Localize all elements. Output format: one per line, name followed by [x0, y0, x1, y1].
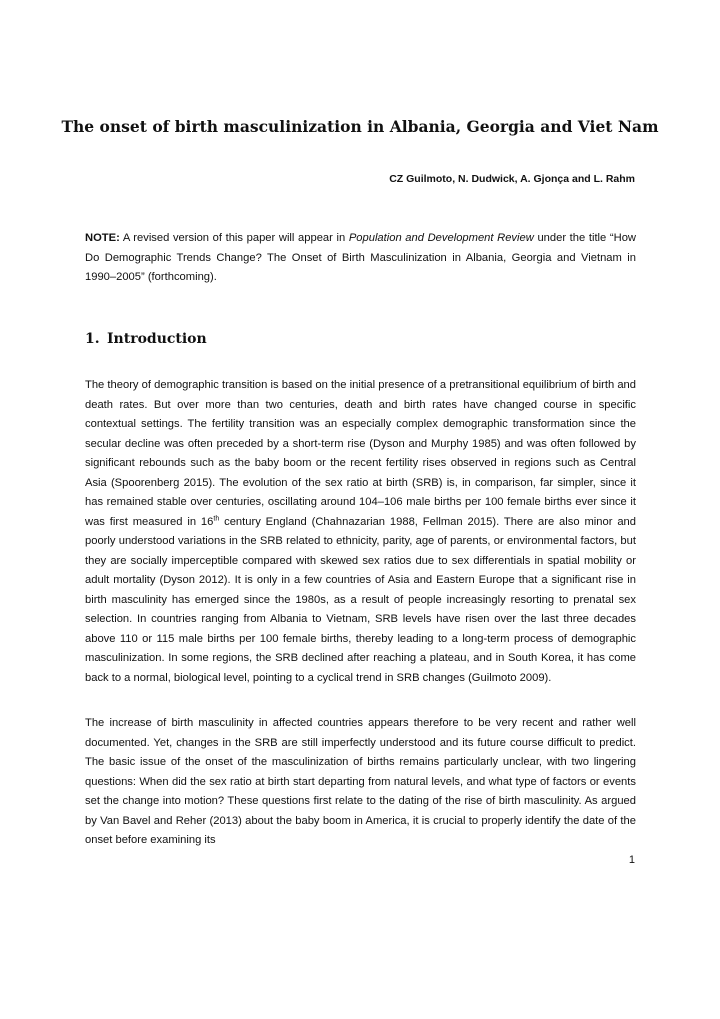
paragraph-1-part-1: The theory of demographic transition is based on the initial presence of a pretransitional equilibrium of birth and death rates. But over more than two centuries, death and birth rates have changed course in specific contextual settings. The fertility transition was an especially complex demographic transformation since the secular decline was often preceded by a short-term rise (Dyson and Murphy 1985) and was often followed by significant rebounds such as the baby boom or the recent fertility rises observed in regions such as Central Asia (Spoorenberg 2015). The evolution of the sex ratio at birth (SRB) is, in comparison, far simpler, since it has remained stable over centuries, oscillating around 104–106 male births per 100 female births ever since it was first measured in 16 [85, 379, 636, 528]
author-list: CZ Guilmoto, N. Dudwick, A. Gjonça and L. Rahm [389, 173, 635, 185]
note-journal: Population and Development Review [348, 232, 534, 244]
section-heading [85, 330, 207, 348]
section-title: Introduction [107, 331, 207, 347]
paragraph-2: The increase of birth masculinity in affected countries appears therefore to be very recent and rather well documented. Yet, changes in the SRB are still imperfectly understood and its future course difficult to predict. The basic issue of the onset of the masculinization of births remains particularly unclear, with two lingering questions: When did the sex ratio at birth start departing from natural levels, and what type of factors or events set the change into motion? These questions first relate to the dating of the rise of birth masculinity. As argued by Van Bavel and Reher (2013) about the baby boom in America, it is crucial to properly identify the date of the onset before examining its [85, 717, 636, 846]
note-label: NOTE: [85, 232, 120, 244]
note-text-after: under the title “How Do Demographic Trends Change? The Onset of Birth Masculinization in Albania, Georgia and Vietnam in 1990–2005” (forthcoming). [85, 232, 636, 283]
section-number: 1. [85, 331, 100, 347]
note-text-before: A revised version of this paper will appear in [119, 232, 349, 244]
ordinal-superscript: th [213, 514, 220, 522]
paper-title: The onset of birth masculinization in Albania, Georgia and Viet Nam [61, 117, 659, 136]
paragraph-1-part-2: century England (Chahnazarian 1988, Fellman 2015). There are also minor and poorly understood variations in the SRB related to ethnicity, parity, age of parents, or environmental factors, but they are socially imperceptible compared with skewed sex ratios due to sex differentials in spatial mobility or adult mortality (Dyson 2012). It is only in a few countries of Asia and Eastern Europe that a significant rise in birth masculinity has emerged since the 1980s, as a result of people increasingly resorting to prenatal sex selection. In countries ranging from Albania to Vietnam, SRB levels have risen over the last three decades above 110 or 115 male births per 100 female births, thereby leading to a long-term process of demographic masculinization. In some regions, the SRB declined after reaching a plateau, and in South Korea, it has come back to a normal, biological level, pointing to a cyclical trend in SRB changes (Guilmoto 2009). [85, 515, 636, 684]
paragraph-1 [85, 376, 636, 688]
revision-note [85, 229, 636, 288]
page-number: 1 [628, 854, 635, 866]
